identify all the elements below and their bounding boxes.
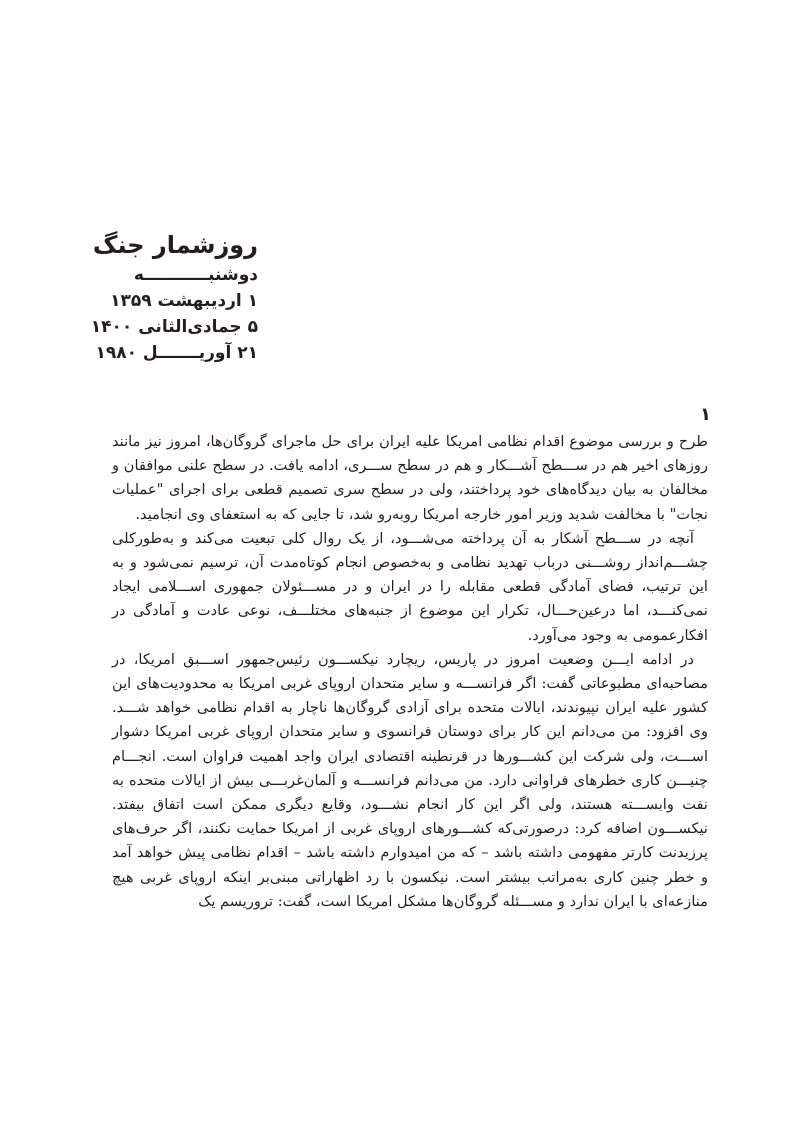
chapter-header (28, 228, 258, 366)
gregorian-date: ۲۱ آوریـــــــل ۱۹۸۰ (95, 343, 258, 363)
solar-date: ۱ اردیبهشت ۱۳۵۹ (110, 291, 258, 311)
chapter-title: روزشمار جنگ (92, 231, 258, 259)
paragraph-3: در ادامه ایـــن وضعیت امروز در پاریس، ریچارد نیکســـون رئیس‌جمهور اســـبق امریکا، در مصاحبه‌ای مطبوعاتی گفت: اگر فرانســـه و سایر متحدان اروپای غربی امریکا به محدودیت‌های این کشور علیه ایران نپیوندند، ایالات متحده برای آزادی گروگان‌ها ناچار به اقدام نظامی خواهد شـــد. وی افزود: من می‌دانم این کار برای دوستان فرانسوی و سایر متحدان اروپای غربی امریکا دشوار اســـت، ولی شرکت این کشـــورها در قرنطینه اقتصادی ایران واجد اهمیت فراوان است. انجـــام چنیـــن کاری خطرهای فراوانی دارد. من می‌دانم فرانســـه و آلمان‌غربـــی بیش از ایالات متحده به نفت وابســـته هستند، ولی اگر این کار انجام نشـــود، وقایع دیگری ممکن است اتفاق بیفتد. نیکســـون اضافه کرد: درصورتی‌که کشـــورهای اروپای غربی از امریکا حمایت نکنند، اگر حرف‌های پرزیدنت کارتر مفهومی داشته باشد – که من امیدوارم داشته باشد – اقدام نظامی پیش خواهد آمد و خطر چنین کاری به‌مراتب بیشتر است. نیکسون با رد اظهاراتی مبنی‌بر اینکه اروپای غربی هیچ منازعه‌ای با ایران ندارد و مســـئله گروگان‌ها مشکل امریکا است، گفت: تروریسم یک (112, 650, 708, 910)
body-text (112, 430, 708, 914)
section-number: ۱ (700, 404, 711, 425)
lunar-date: ۵ جمادی‌الثانی ۱۴۰۰ (90, 317, 258, 337)
weekday-label: دوشنبـــــــــــه (133, 265, 258, 285)
paragraph-1: طرح و بررسی موضوع اقدام نظامی امریکا علیه ایران برای حل ماجرای گروگان‌ها، امروز نیز مانند روزهای اخیر هم در ســـطح آشـــکار و هم در سطح ســـری، ادامه یافت. در سطح علنی موافقان و مخالفان به بیان دیدگاه‌های خود پرداختند، ولی در سطح سری تصمیم قطعی برای اجرای "عملیات نجات" با مخالفت شدید وزیر امور خارجه امریکا روبه‌رو شد، تا جایی که به استعفای وی انجامید. (112, 433, 708, 523)
paragraph-2: آنچه در ســـطح آشکار به آن پرداخته می‌شـــود، از یک روال کلی تبعیت می‌کند و به‌طورکلی چشـــم‌انداز روشـــنی درباب تهدید نظامی و به‌خصوص انجام کوتاه‌مدت آن، ترسیم نمی‌شود و به این ترتیب، فضای آمادگی قطعی مقابله را در ایران و در مســـئولان جمهوری اســـلامی ایجاد نمی‌کنـــد، اما درعین‌حـــال، تکرار این موضوع از جنبه‌های مختلـــف، نوعی عادت و آمادگی در افکارعمومی به وجود می‌آورد. (112, 529, 708, 644)
